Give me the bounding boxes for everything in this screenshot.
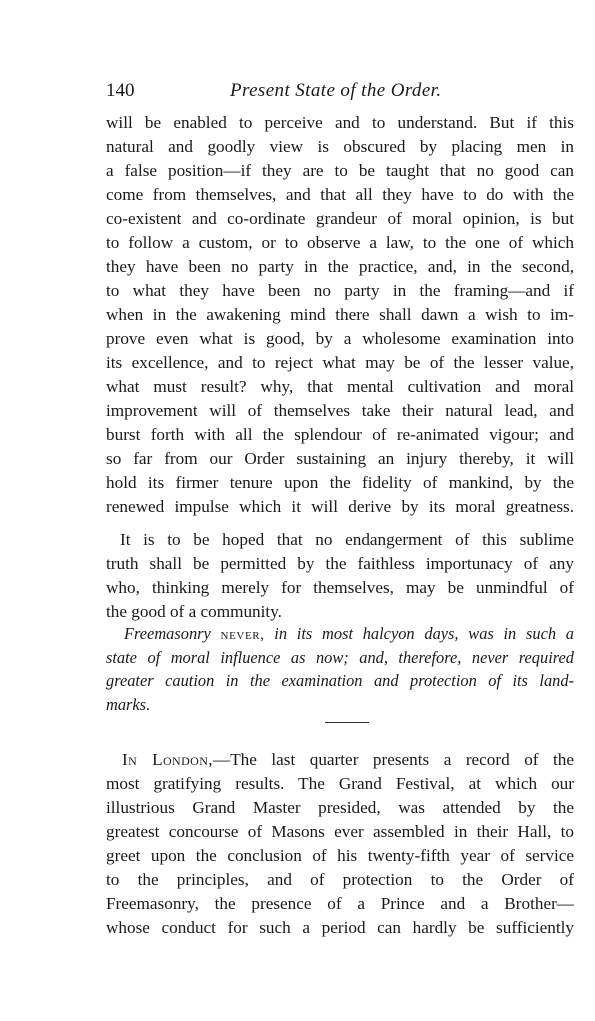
text-line: its excellence, and to reject what may be of the lesser value,: [106, 353, 574, 372]
text-line: greet upon the conclusion of his twenty-fifth year of service: [106, 846, 574, 865]
text-line: burst forth with all the splendour of re-animated vigour; and: [106, 425, 574, 444]
text-run: —The last quarter presents a record of the: [213, 750, 574, 769]
text-line: natural and goodly view is obscured by placing men in: [106, 137, 574, 156]
text-line: will be enabled to perceive and to understand. But if this: [106, 113, 574, 132]
italic-word: Freemasonry: [124, 624, 211, 643]
text-line: the good of a community.: [106, 602, 282, 621]
text-line: [106, 622, 574, 646]
page-number: 140: [106, 80, 135, 101]
running-title: Present State of the Order.: [230, 80, 442, 101]
page-header: [106, 80, 574, 106]
text-line: renewed impulse which it will derive by its moral greatness.: [106, 497, 574, 516]
text-line: to the principles, and of protection to the Order of: [106, 870, 574, 889]
text-line: marks.: [106, 694, 151, 714]
section-lead: In London,: [122, 750, 213, 769]
text-line: greatest concourse of Masons ever assembled in their Hall, to: [106, 822, 574, 841]
text-line: improvement will of themselves take their natural lead, and: [106, 401, 574, 420]
text-line: come from themselves, and that all they have to do with the: [106, 185, 574, 204]
text-line: a false position—if they are to be taught that no good can: [106, 161, 574, 180]
text-line: whose conduct for such a period can hardly be sufficiently: [106, 918, 574, 937]
text-line: [106, 748, 574, 772]
section-divider: [325, 722, 369, 723]
text-line: truth shall be permitted by the faithless importunacy of any: [106, 554, 574, 573]
text-line: who, thinking merely for themselves, may be unmindful of: [106, 578, 574, 597]
text-line: they have been no party in the practice, and, in the second,: [106, 257, 574, 276]
text-line: co-existent and co-ordinate grandeur of moral opinion, is but: [106, 209, 574, 228]
italic-text: in its most halcyon days, was in such a: [264, 624, 574, 643]
text-line: to follow a custom, or to observe a law, to the one of which: [106, 233, 574, 252]
italic-paragraph: [106, 622, 574, 716]
text-line: to what they have been no party in the framing—and if: [106, 281, 574, 300]
text-line: Freemasonry, the presence of a Prince and a Brother—: [106, 894, 574, 913]
paragraph-london: [106, 748, 574, 940]
text-line: what must result? why, that mental cultivation and moral: [106, 377, 574, 396]
text-line: It is to be hoped that no endangerment of this sublime: [120, 530, 574, 549]
text-line: most gratifying results. The Grand Festival, at which our: [106, 774, 574, 793]
paragraph-hope: [106, 528, 574, 624]
text-line: when in the awakening mind there shall dawn a wish to im-: [106, 305, 574, 324]
paragraph-continuation: [106, 111, 574, 519]
text-line: state of moral influence as now; and, therefore, never required: [106, 647, 574, 667]
small-caps-word: never,: [220, 627, 265, 643]
text-line: greater caution in the examination and protection of its land-: [106, 671, 574, 690]
text-line: prove even what is good, by a wholesome examination into: [106, 329, 574, 348]
text-line: hold its firmer tenure upon the fidelity of mankind, by the: [106, 473, 574, 492]
text-line: illustrious Grand Master presided, was attended by the: [106, 798, 574, 817]
text-line: so far from our Order sustaining an injury thereby, it will: [106, 449, 574, 468]
